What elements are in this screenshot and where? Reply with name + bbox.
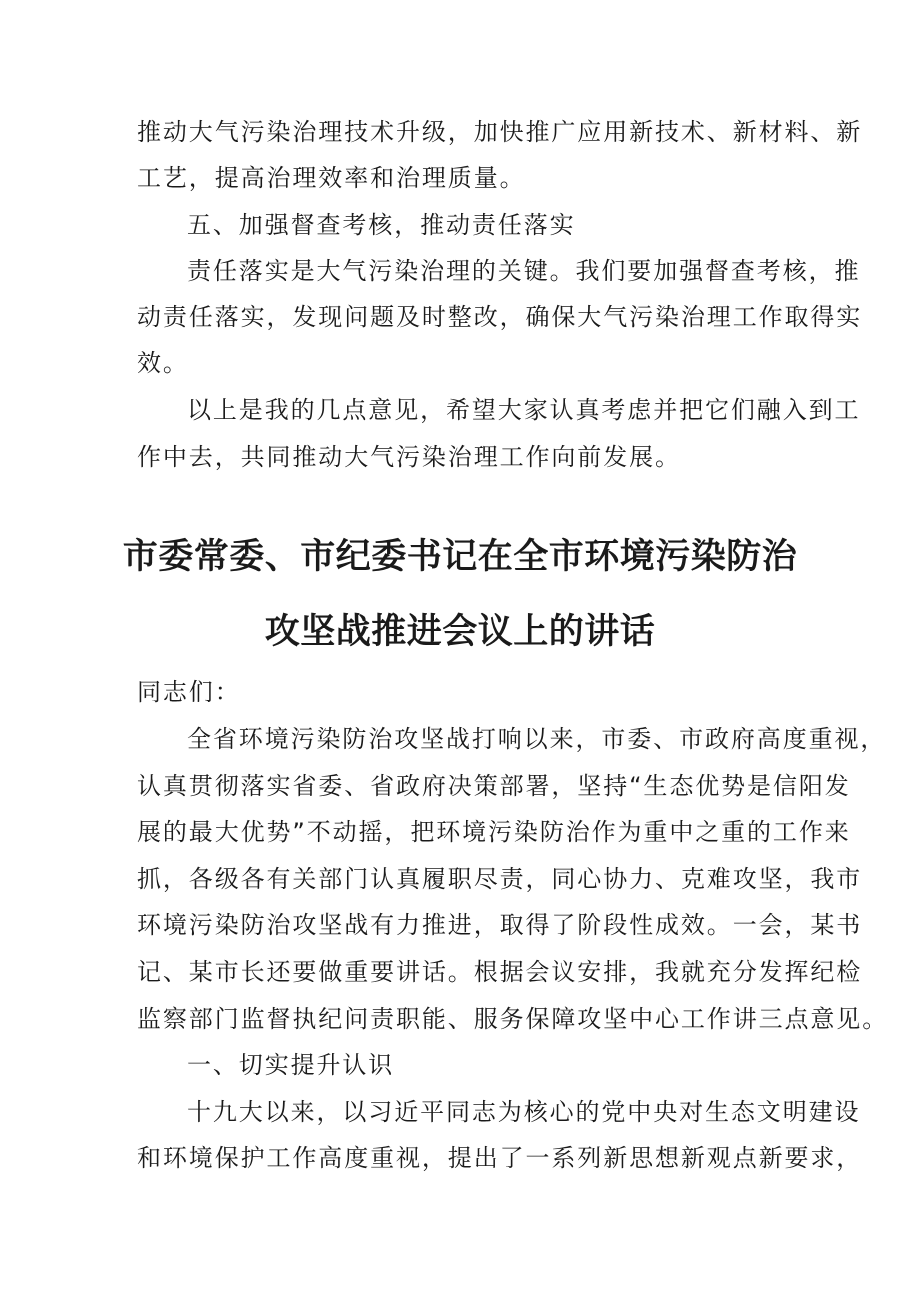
paragraph-line: 全省环境污染防治攻坚战打响以来，市委、市政府高度重视， [187, 725, 887, 753]
paragraph-line: 记、某市长还要做重要讲话。根据会议安排，我就充分发挥纪检 [137, 958, 863, 986]
paragraph-line: 认真贯彻落实省委、省政府决策部署，坚持“生态优势是信阳发 [137, 772, 851, 800]
section-heading: 五、加强督查考核，推动责任落实 [187, 211, 576, 239]
paragraph-line: 以上是我的几点意见，希望大家认真考虑并把它们融入到工 [187, 396, 861, 424]
paragraph-line: 效。 [137, 349, 189, 377]
paragraph-line: 监察部门监督执纪问责职能、服务保障攻坚中心工作讲三点意见。 [137, 1005, 889, 1033]
paragraph-line: 环境污染防治攻坚战有力推进，取得了阶段性成效。一会，某书 [137, 911, 863, 939]
paragraph-line: 工艺，提高治理效率和治理质量。 [137, 164, 526, 192]
salutation: 同志们： [137, 678, 241, 706]
paragraph-line: 动责任落实，发现问题及时整改，确保大气污染治理工作取得实 [137, 303, 863, 331]
paragraph-line: 十九大以来，以习近平同志为核心的党中央对生态文明建设 [187, 1098, 861, 1126]
paragraph-line: 责任落实是大气污染治理的关键。我们要加强督查考核，推 [187, 257, 861, 285]
paragraph-line: 作中去，共同推动大气污染治理工作向前发展。 [137, 443, 681, 471]
paragraph-line: 推动大气污染治理技术升级，加快推广应用新技术、新材料、新 [137, 118, 863, 146]
paragraph-line: 展的最大优势”不动摇，把环境污染防治作为重中之重的工作来 [137, 818, 851, 846]
speech-title-line-1: 市委常委、市纪委书记在全市环境污染防治 [122, 537, 798, 577]
paragraph-line: 抓，各级各有关部门认真履职尽责，同心协力、克难攻坚，我市 [137, 865, 863, 893]
speech-title-line-2: 攻坚战推进会议上的讲话 [264, 612, 656, 652]
paragraph-line: 和环境保护工作高度重视，提出了一系列新思想新观点新要求， [137, 1144, 863, 1172]
section-heading: 一、切实提升认识 [187, 1051, 395, 1079]
